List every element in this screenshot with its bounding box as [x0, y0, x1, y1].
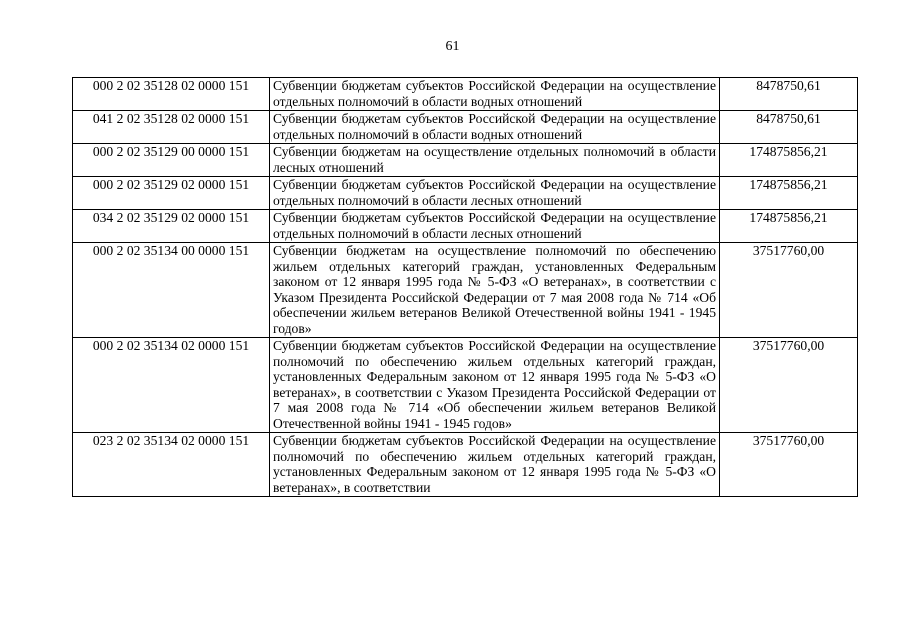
revenue-description: Субвенции бюджетам субъектов Российской Федерации на осуществление полномочий по обеспечению жильем отдельных категорий граждан, установленных Федеральным законом от 12 января 1995 года № 5-ФЗ «О ветеранах», в соответствии с Указом Президента Российской Федерации от 7 мая 2008 года № 714 «Об обеспечении жильем ветеранов Великой Отечественной войны 1941 - 1945 годов»: [270, 338, 720, 433]
classification-code: 023 2 02 35134 02 0000 151: [73, 433, 270, 497]
amount: 37517760,00: [720, 433, 858, 497]
revenue-description: Субвенции бюджетам субъектов Российской Федерации на осуществление отдельных полномочий в области лесных отношений: [270, 210, 720, 243]
table-row: [73, 433, 858, 497]
revenue-description: Субвенции бюджетам субъектов Российской Федерации на осуществление полномочий по обеспечению жильем отдельных категорий граждан, установленных Федеральным законом от 12 января 1995 года № 5-ФЗ «О ветеранах», в соответствии: [270, 433, 720, 497]
table-row: [73, 338, 858, 433]
amount: 37517760,00: [720, 243, 858, 338]
classification-code: 000 2 02 35128 02 0000 151: [73, 78, 270, 111]
classification-code: 000 2 02 35129 02 0000 151: [73, 177, 270, 210]
amount: 174875856,21: [720, 177, 858, 210]
budget-revenue-table: [72, 77, 858, 497]
amount: 8478750,61: [720, 78, 858, 111]
table-row: [73, 243, 858, 338]
classification-code: 041 2 02 35128 02 0000 151: [73, 111, 270, 144]
revenue-description: Субвенции бюджетам на осуществление отдельных полномочий в области лесных отношений: [270, 144, 720, 177]
page-number: 61: [445, 39, 460, 54]
revenue-description: Субвенции бюджетам субъектов Российской Федерации на осуществление отдельных полномочий в области водных отношений: [270, 111, 720, 144]
table-row: [73, 144, 858, 177]
table-row: [73, 78, 858, 111]
revenue-description: Субвенции бюджетам субъектов Российской Федерации на осуществление отдельных полномочий в области водных отношений: [270, 78, 720, 111]
amount: 174875856,21: [720, 210, 858, 243]
amount: 37517760,00: [720, 338, 858, 433]
classification-code: 000 2 02 35134 02 0000 151: [73, 338, 270, 433]
classification-code: 034 2 02 35129 02 0000 151: [73, 210, 270, 243]
amount: 8478750,61: [720, 111, 858, 144]
amount: 174875856,21: [720, 144, 858, 177]
table-row: [73, 177, 858, 210]
classification-code: 000 2 02 35134 00 0000 151: [73, 243, 270, 338]
classification-code: 000 2 02 35129 00 0000 151: [73, 144, 270, 177]
table-row: [73, 111, 858, 144]
revenue-description: Субвенции бюджетам на осуществление полномочий по обеспечению жильем отдельных категорий граждан, установленных Федеральным законом от 12 января 1995 года № 5-ФЗ «О ветеранах», в соответствии с Указом Президента Российской Федерации от 7 мая 2008 года № 714 «Об обеспечении жильем ветеранов Великой Отечественной войны 1941 - 1945 годов»: [270, 243, 720, 338]
revenue-description: Субвенции бюджетам субъектов Российской Федерации на осуществление отдельных полномочий в области лесных отношений: [270, 177, 720, 210]
table-row: [73, 210, 858, 243]
